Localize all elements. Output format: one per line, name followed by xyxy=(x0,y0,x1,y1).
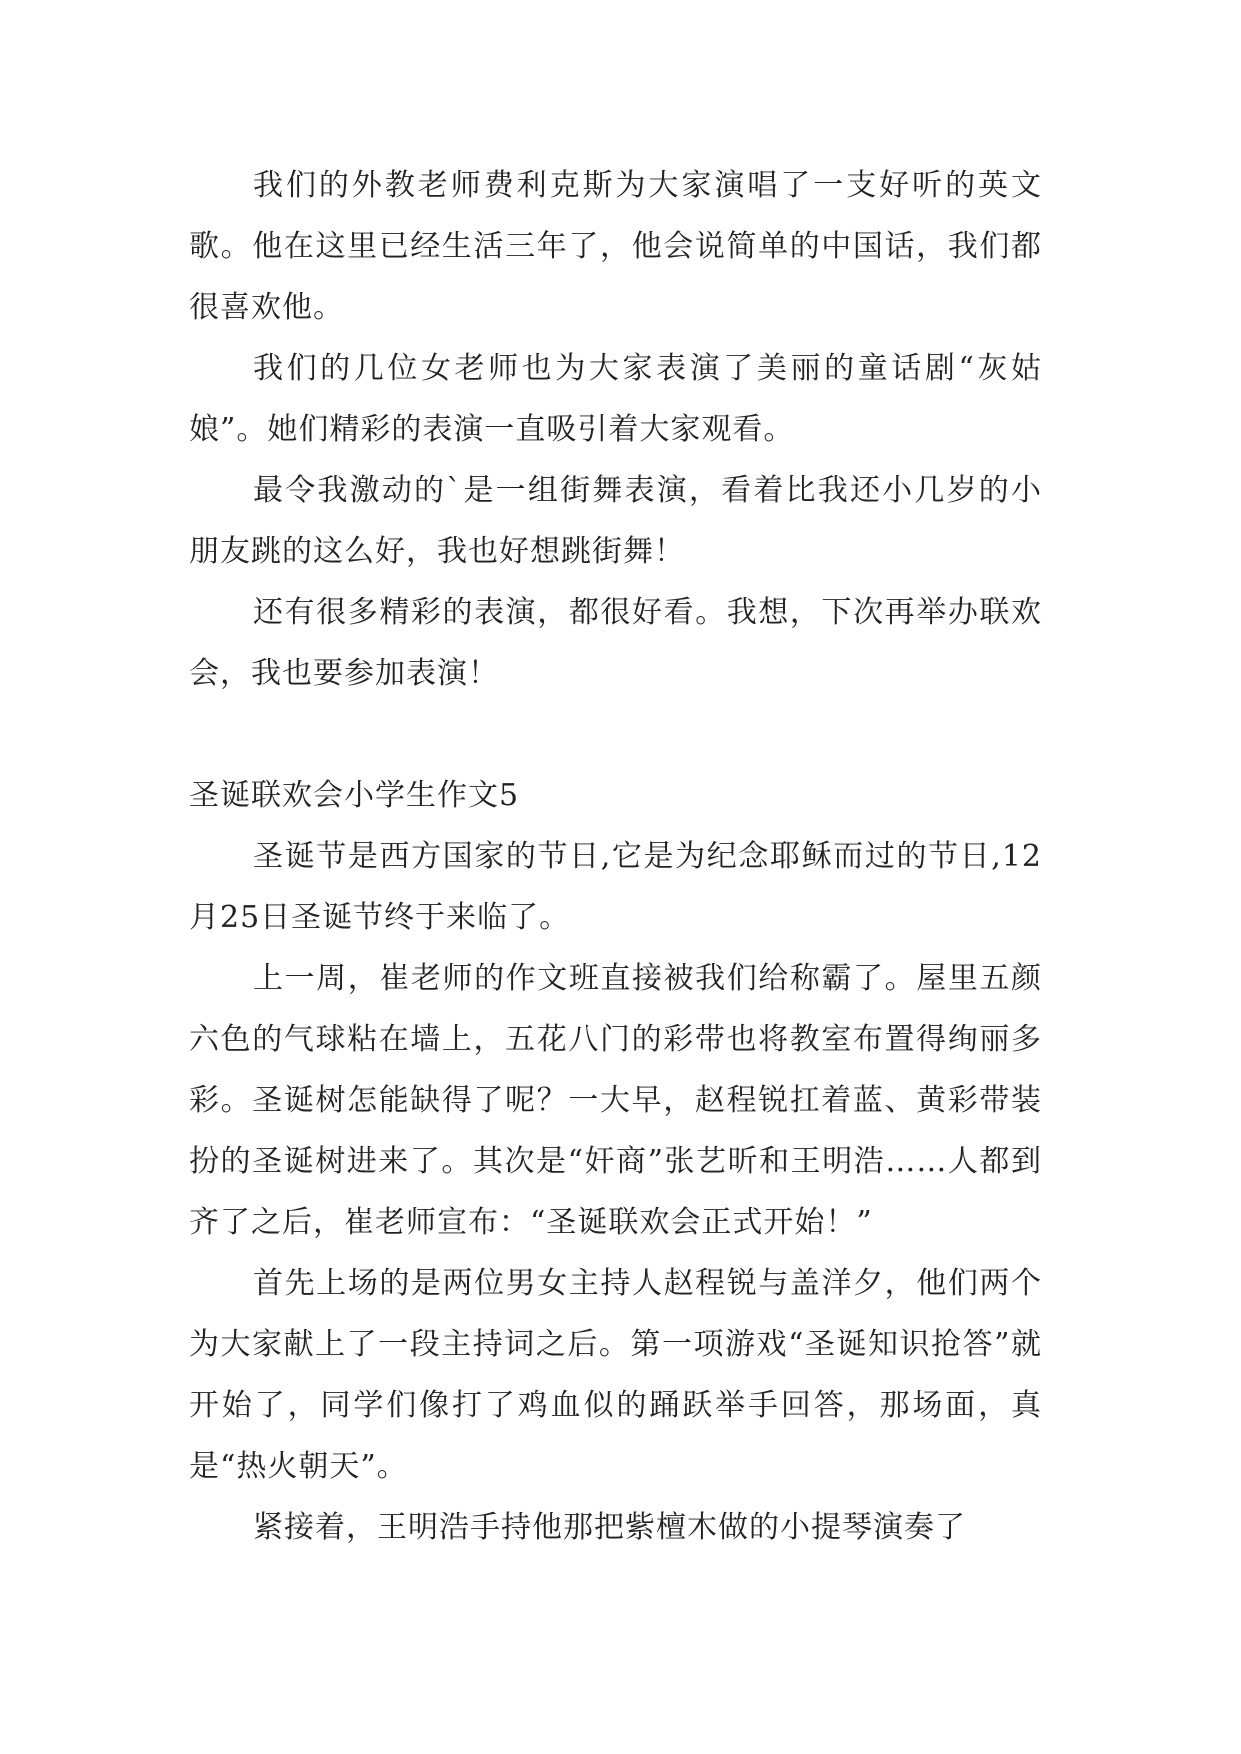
paragraph-christmas-intro: 圣诞节是西方国家的节日,它是为纪念耶稣而过的节日,12月25日圣诞节终于来临了。 xyxy=(189,839,1042,935)
paragraph-next-time: 还有很多精彩的表演，都很好看。我想，下次再举办联欢会，我也要参加表演！ xyxy=(189,595,1042,691)
paragraph-violin: 紧接着，王明浩手持他那把紫檀木做的小提琴演奏了 xyxy=(253,1510,966,1545)
paragraph-classroom-decor: 上一周，崔老师的作文班直接被我们给称霸了。屋里五颜六色的气球粘在墙上，五花八门的彩带也将教室布置得绚丽多彩。圣诞树怎能缺得了呢？一大早，赵程锐扛着蓝、黄彩带装扮的圣诞树进来了。其次是“奸商”张艺昕和王明浩……人都到齐了之后，崔老师宣布：“圣诞联欢会正式开始！” xyxy=(189,961,1042,1240)
section-title: 圣诞联欢会小学生作文5 xyxy=(189,778,520,813)
document-body xyxy=(189,155,1042,1558)
paragraph-teacher-song: 我们的外教老师费利克斯为大家演唱了一支好听的英文歌。他在这里已经生活三年了，他会说简单的中国话，我们都很喜欢他。 xyxy=(189,168,1042,325)
paragraph-cinderella-play: 我们的几位女老师也为大家表演了美丽的童话剧“灰姑娘”。她们精彩的表演一直吸引着大家观看。 xyxy=(189,351,1042,447)
paragraph-hosts-quiz: 首先上场的是两位男女主持人赵程锐与盖洋夕，他们两个为大家献上了一段主持词之后。第一项游戏“圣诞知识抢答”就开始了，同学们像打了鸡血似的踊跃举手回答，那场面，真是“热火朝天”。 xyxy=(189,1266,1042,1484)
paragraph-street-dance: 最令我激动的`是一组街舞表演，看着比我还小几岁的小朋友跳的这么好，我也好想跳街舞！ xyxy=(189,473,1042,569)
